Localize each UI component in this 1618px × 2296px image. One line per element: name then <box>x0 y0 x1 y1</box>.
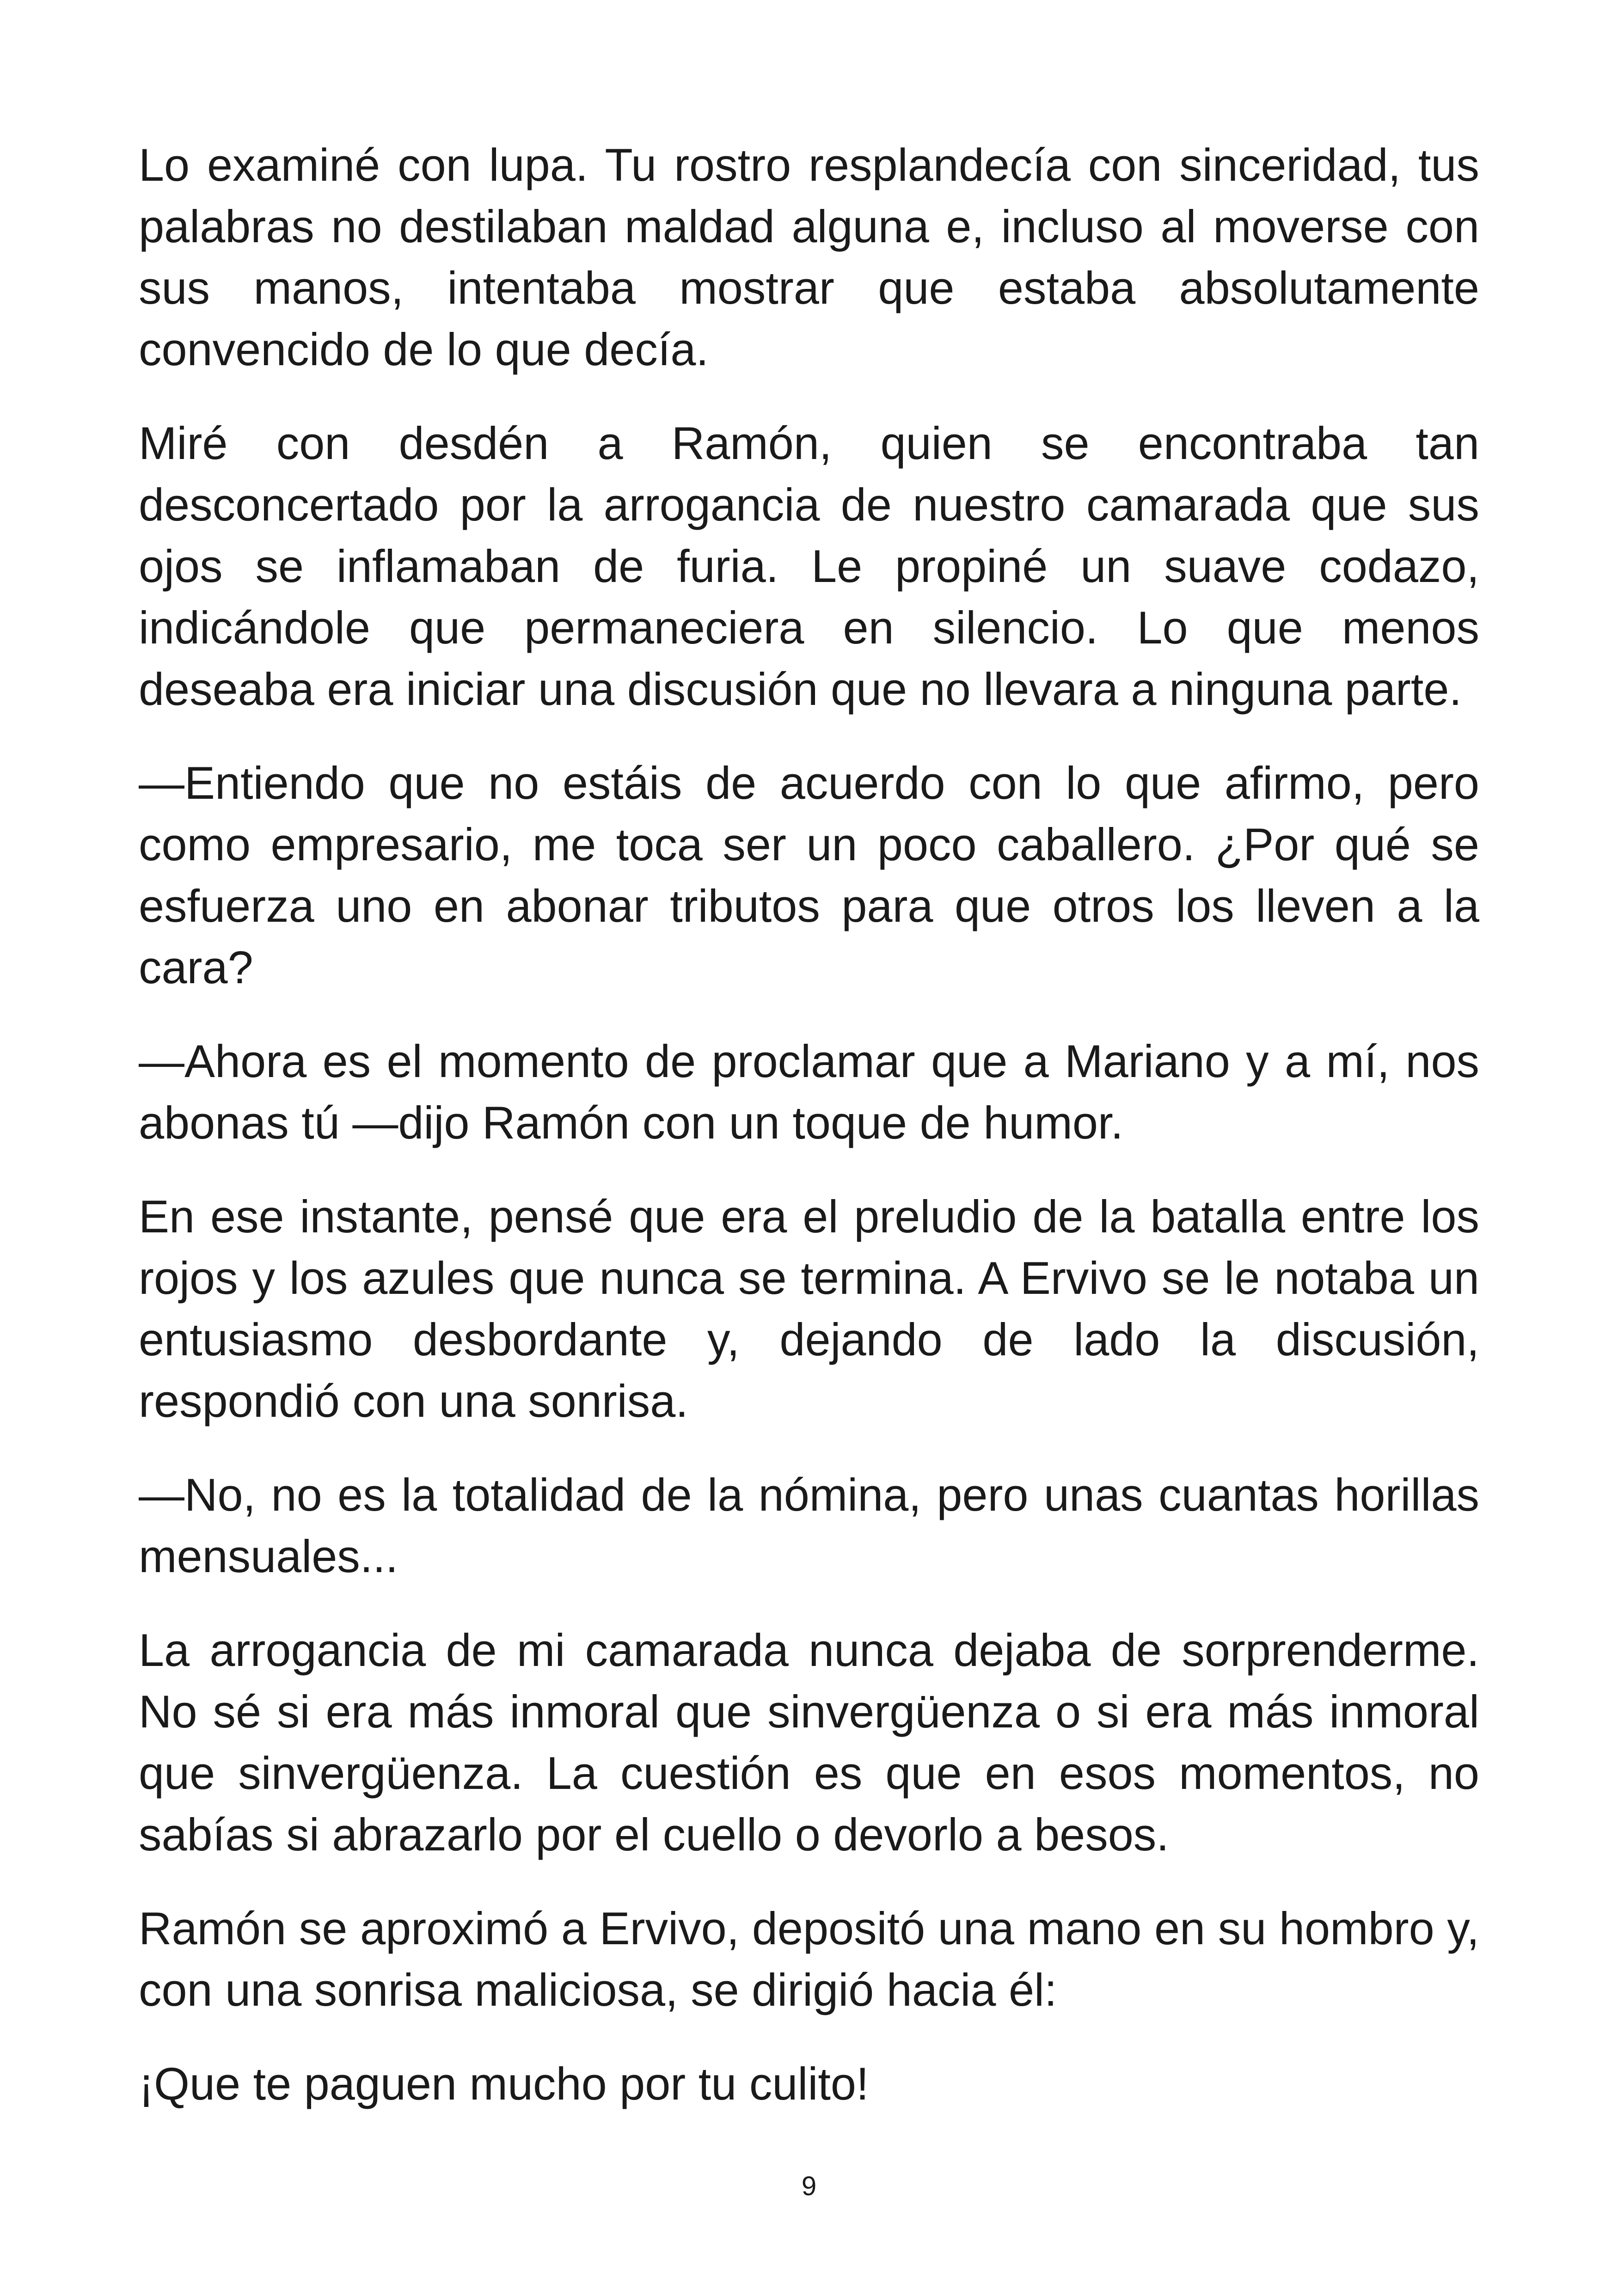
paragraph: La arrogancia de mi camarada nunca dejaba de sorprenderme. No sé si era más inmoral que sinvergüenza o si era más inmoral que sinvergüenza. La cuestión es que en esos momentos, no sabías si abrazarlo por el cuello o devorlo a besos. <box>139 1624 1479 1860</box>
paragraph: Lo examiné con lupa. Tu rostro resplandecía con sinceridad, tus palabras no destilaban maldad alguna e, incluso al moverse con sus manos, intentaba mostrar que estaba absolutamente convencido de lo que decía. <box>139 139 1479 375</box>
page-number: 9 <box>801 2171 817 2201</box>
paragraph: Miré con desdén a Ramón, quien se encontraba tan desconcertado por la arrogancia de nuestro camarada que sus ojos se inflamaban de furia. Le propiné un suave codazo, indicándole que permaneciera en silencio. Lo que menos deseaba era iniciar una discusión que no llevara a ninguna parte. <box>139 417 1479 715</box>
dialogue-paragraph: —Ahora es el momento de proclamar que a Mariano y a mí, nos abonas tú —dijo Ramón con un toque de humor. <box>139 1035 1479 1148</box>
paragraph: Ramón se aproximó a Ervivo, depositó una mano en su hombro y, con una sonrisa maliciosa, se dirigió hacia él: <box>139 1903 1479 2015</box>
paragraph: En ese instante, pensé que era el preludio de la batalla entre los rojos y los azules que nunca se termina. A Ervivo se le notaba un entusiasmo desbordante y, dejando de lado la discusión, respondió con una sonrisa. <box>139 1191 1479 1427</box>
paragraph: ¡Que te paguen mucho por tu culito! <box>139 2058 869 2109</box>
page-body-text <box>139 134 1479 2147</box>
dialogue-paragraph: —No, no es la totalidad de la nómina, pero unas cuantas horillas mensuales... <box>139 1469 1479 1582</box>
dialogue-paragraph: —Entiendo que no estáis de acuerdo con lo que afirmo, pero como empresario, me toca ser un poco caballero. ¿Por qué se esfuerza uno en abonar tributos para que otros los lleven a la cara? <box>139 757 1479 993</box>
